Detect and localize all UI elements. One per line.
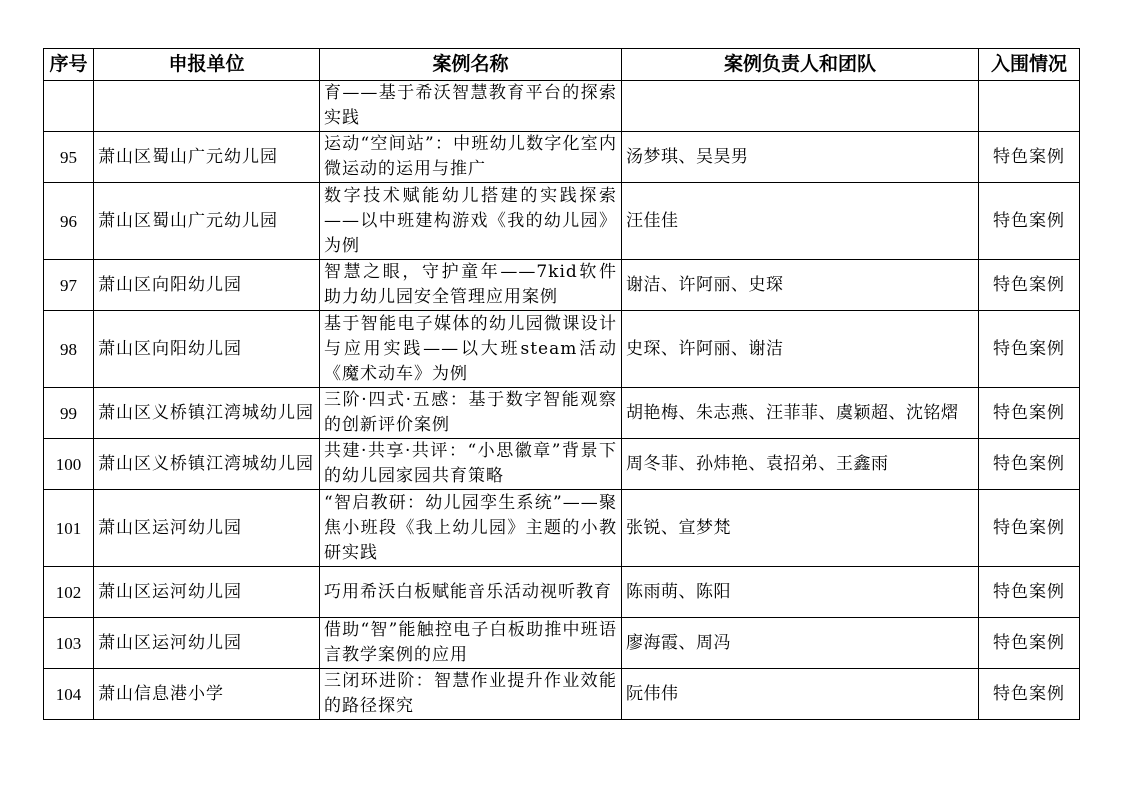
cell-case-name: 育——基于希沃智慧教育平台的探索实践 [320,81,622,132]
header-no: 序号 [44,49,94,81]
cell-unit: 萧山区蜀山广元幼儿园 [94,132,320,183]
table-row [44,439,1080,490]
table-header-row [44,49,1080,81]
cell-no: 103 [44,618,94,669]
cell-team: 汪佳佳 [622,183,979,260]
cell-unit: 萧山区向阳幼儿园 [94,311,320,388]
cell-result: 特色案例 [979,132,1080,183]
table-row [44,567,1080,618]
case-table [43,48,1080,720]
cell-no [44,81,94,132]
cell-team: 谢洁、许阿丽、史琛 [622,260,979,311]
table-row [44,490,1080,567]
cell-result: 特色案例 [979,311,1080,388]
cell-case-name: 巧用希沃白板赋能音乐活动视听教育 [320,567,622,618]
cell-team: 胡艳梅、朱志燕、汪菲菲、虞颖超、沈铭熠 [622,388,979,439]
cell-no: 104 [44,669,94,720]
cell-result: 特色案例 [979,490,1080,567]
table-row [44,260,1080,311]
cell-result: 特色案例 [979,618,1080,669]
cell-result: 特色案例 [979,439,1080,490]
cell-result: 特色案例 [979,260,1080,311]
cell-result: 特色案例 [979,567,1080,618]
cell-team: 张锐、宣梦梵 [622,490,979,567]
cell-result: 特色案例 [979,183,1080,260]
cell-unit: 萧山区运河幼儿园 [94,490,320,567]
header-unit: 申报单位 [94,49,320,81]
cell-team: 陈雨萌、陈阳 [622,567,979,618]
cell-team [622,81,979,132]
table-row [44,81,1080,132]
cell-no: 95 [44,132,94,183]
cell-case-name: 三阶·四式·五感：基于数字智能观察的创新评价案例 [320,388,622,439]
cell-unit [94,81,320,132]
cell-team: 阮伟伟 [622,669,979,720]
table-row [44,618,1080,669]
cell-team: 周冬菲、孙炜艳、袁招弟、王鑫雨 [622,439,979,490]
cell-team: 史琛、许阿丽、谢洁 [622,311,979,388]
cell-team: 汤梦琪、吴昊男 [622,132,979,183]
cell-case-name: 三闭环进阶：智慧作业提升作业效能的路径探究 [320,669,622,720]
cell-unit: 萧山区义桥镇江湾城幼儿园 [94,439,320,490]
cell-result: 特色案例 [979,388,1080,439]
cell-case-name: 共建·共享·共评：“小思徽章”背景下的幼儿园家园共育策略 [320,439,622,490]
cell-unit: 萧山区义桥镇江湾城幼儿园 [94,388,320,439]
cell-case-name: 运动“空间站”：中班幼儿数字化室内微运动的运用与推广 [320,132,622,183]
cell-result [979,81,1080,132]
table-row [44,311,1080,388]
cell-case-name: 基于智能电子媒体的幼儿园微课设计与应用实践——以大班steam活动《魔术动车》为例 [320,311,622,388]
table-row [44,183,1080,260]
cell-no: 102 [44,567,94,618]
cell-no: 99 [44,388,94,439]
cell-team: 廖海霞、周冯 [622,618,979,669]
cell-result: 特色案例 [979,669,1080,720]
header-case-name: 案例名称 [320,49,622,81]
cell-no: 98 [44,311,94,388]
cell-no: 96 [44,183,94,260]
cell-unit: 萧山区运河幼儿园 [94,567,320,618]
cell-no: 101 [44,490,94,567]
cell-no: 97 [44,260,94,311]
cell-case-name: 数字技术赋能幼儿搭建的实践探索——以中班建构游戏《我的幼儿园》为例 [320,183,622,260]
cell-unit: 萧山区向阳幼儿园 [94,260,320,311]
cell-unit: 萧山区蜀山广元幼儿园 [94,183,320,260]
cell-case-name: 智慧之眼，守护童年——7kid软件助力幼儿园安全管理应用案例 [320,260,622,311]
table-row [44,388,1080,439]
cell-no: 100 [44,439,94,490]
header-team: 案例负责人和团队 [622,49,979,81]
cell-unit: 萧山信息港小学 [94,669,320,720]
table-row [44,669,1080,720]
cell-case-name: “智启教研：幼儿园孪生系统”——聚焦小班段《我上幼儿园》主题的小教研实践 [320,490,622,567]
header-result: 入围情况 [979,49,1080,81]
cell-case-name: 借助“智”能触控电子白板助推中班语言教学案例的应用 [320,618,622,669]
cell-unit: 萧山区运河幼儿园 [94,618,320,669]
table-row [44,132,1080,183]
